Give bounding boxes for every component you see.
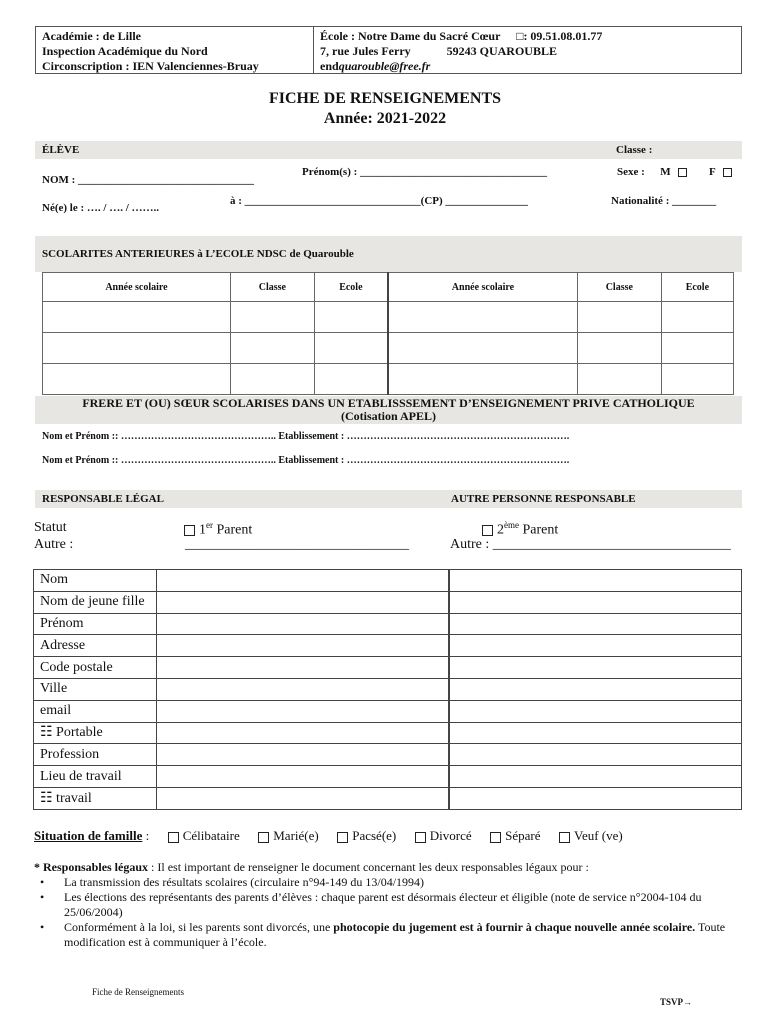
freres-heading-line2: (Cotisation APEL) bbox=[340, 409, 436, 423]
table-cell[interactable] bbox=[230, 302, 314, 333]
parent1-checkbox[interactable] bbox=[184, 525, 195, 536]
notes-lead bbox=[34, 860, 739, 875]
table-row bbox=[34, 744, 742, 766]
col-header: Classe bbox=[577, 273, 661, 302]
table-row bbox=[34, 722, 742, 744]
bullet3-pre: Conformément à la loi, si les parents sont divorcés, une bbox=[64, 920, 334, 934]
row-label: Ville bbox=[34, 678, 157, 700]
table-cell[interactable] bbox=[157, 766, 450, 788]
parent2-checkbox[interactable] bbox=[482, 525, 493, 536]
page-title: FICHE DE RENSEIGNEMENTS bbox=[268, 90, 502, 107]
parent2-sup: ème bbox=[504, 520, 519, 530]
parent1-sup: er bbox=[206, 520, 213, 530]
row-label: Prénom bbox=[34, 613, 157, 635]
option-label: Divorcé bbox=[429, 828, 472, 843]
frere-line-2[interactable]: Nom et Prénom :: ……………………………………….. Etablissement : …………………………………………………………. bbox=[42, 455, 570, 466]
parent1-num: 1 bbox=[199, 522, 206, 538]
email-prefix: end bbox=[320, 59, 339, 73]
table-cell[interactable] bbox=[449, 700, 742, 722]
table-cell[interactable] bbox=[449, 570, 742, 592]
table-cell[interactable] bbox=[661, 302, 733, 333]
table-cell[interactable] bbox=[43, 333, 231, 364]
table-cell[interactable] bbox=[314, 364, 388, 395]
autre-responsable-heading: AUTRE PERSONNE RESPONSABLE bbox=[451, 493, 636, 505]
circonscription: Circonscription : IEN Valenciennes-Bruay bbox=[42, 59, 259, 73]
table-cell[interactable] bbox=[157, 613, 450, 635]
parent2-option[interactable] bbox=[482, 520, 558, 539]
adresse: 7, rue Jules Ferry bbox=[320, 44, 411, 58]
option-label: Marié(e) bbox=[273, 828, 319, 843]
table-cell[interactable] bbox=[388, 364, 577, 395]
table-cell[interactable] bbox=[43, 302, 231, 333]
table-cell[interactable] bbox=[314, 333, 388, 364]
table-cell[interactable] bbox=[449, 744, 742, 766]
table-row bbox=[34, 678, 742, 700]
row-label: email bbox=[34, 700, 157, 722]
phone-icon: □ bbox=[516, 29, 524, 43]
col-header: Ecole bbox=[314, 273, 388, 302]
table-row bbox=[34, 591, 742, 613]
inspection: Inspection Académique du Nord bbox=[42, 44, 208, 58]
checkbox[interactable] bbox=[337, 832, 348, 843]
table-row bbox=[34, 787, 742, 809]
col-header: Ecole bbox=[661, 273, 733, 302]
table-cell[interactable] bbox=[230, 364, 314, 395]
notes-list bbox=[34, 875, 739, 950]
col-header: Classe bbox=[230, 273, 314, 302]
option-celibataire[interactable] bbox=[168, 828, 240, 843]
notes-block bbox=[34, 860, 739, 950]
email-line bbox=[320, 59, 735, 74]
table-cell[interactable] bbox=[157, 700, 450, 722]
header-right bbox=[314, 27, 741, 73]
table-row bbox=[43, 302, 734, 333]
table-cell[interactable] bbox=[388, 333, 577, 364]
option-label: Pacsé(e) bbox=[352, 828, 397, 843]
autre-line-right[interactable]: Autre : __________________________________ bbox=[450, 537, 731, 552]
table-cell[interactable] bbox=[661, 333, 733, 364]
nom-field[interactable]: NOM : ________________________________ bbox=[42, 174, 255, 186]
option-label: Veuf (ve) bbox=[574, 828, 623, 843]
option-separe[interactable] bbox=[490, 828, 540, 843]
table-row bbox=[34, 766, 742, 788]
situation-label: Situation de famille bbox=[34, 828, 143, 843]
situation-colon: : bbox=[142, 828, 150, 843]
table-cell[interactable] bbox=[157, 787, 450, 809]
row-label: Nom bbox=[34, 570, 157, 592]
prenoms-field[interactable]: Prénom(s) : __________________________________ bbox=[302, 166, 548, 178]
option-marie[interactable] bbox=[258, 828, 318, 843]
phone: : 09.51.08.01.77 bbox=[523, 29, 603, 43]
nationalite-field[interactable]: Nationalité : ________ bbox=[611, 195, 717, 207]
header-left bbox=[36, 27, 314, 73]
school-year: Année: 2021-2022 bbox=[323, 110, 447, 127]
table-cell[interactable] bbox=[43, 364, 231, 395]
sexe-f-label: F bbox=[708, 166, 716, 178]
table-cell[interactable] bbox=[449, 591, 742, 613]
sexe-label: Sexe : bbox=[617, 166, 645, 178]
table-cell[interactable] bbox=[449, 635, 742, 657]
table-header-row bbox=[43, 273, 734, 302]
table-cell[interactable] bbox=[449, 766, 742, 788]
header-box bbox=[35, 26, 742, 74]
ecole-line bbox=[320, 29, 735, 44]
adresse-line bbox=[320, 44, 735, 59]
ne-le-field[interactable]: Né(e) le : …. / …. / …….. bbox=[42, 202, 159, 214]
option-veuf[interactable] bbox=[559, 828, 623, 843]
academie: Académie : de Lille bbox=[42, 29, 141, 43]
parent2-text: Parent bbox=[519, 522, 559, 538]
eleve-heading: ÉLÈVE bbox=[42, 144, 80, 156]
table-cell[interactable] bbox=[157, 744, 450, 766]
table-row bbox=[34, 657, 742, 679]
table-cell[interactable] bbox=[157, 635, 450, 657]
row-label: Lieu de travail bbox=[34, 766, 157, 788]
option-divorce[interactable] bbox=[415, 828, 472, 843]
table-row bbox=[34, 570, 742, 592]
statut-label: Statut bbox=[34, 520, 67, 535]
frere-line-1[interactable]: Nom et Prénom :: ……………………………………….. Etablissement : …………………………………………………………. bbox=[42, 431, 570, 442]
table-cell[interactable] bbox=[157, 678, 450, 700]
responsable-table bbox=[33, 569, 742, 810]
table-cell[interactable] bbox=[157, 591, 450, 613]
checkbox[interactable] bbox=[258, 832, 269, 843]
table-cell[interactable] bbox=[449, 722, 742, 744]
sexe-field bbox=[617, 166, 736, 178]
lieu-naissance-field[interactable]: à : ________________________________(CP) _______________ bbox=[230, 195, 528, 207]
table-cell[interactable] bbox=[577, 333, 661, 364]
autre-line-left[interactable]: ________________________________ bbox=[185, 537, 409, 552]
row-label: Nom de jeune fille bbox=[34, 591, 157, 613]
col-header: Année scolaire bbox=[388, 273, 577, 302]
freres-heading bbox=[35, 397, 742, 423]
sexe-m-label: M bbox=[660, 166, 671, 178]
table-cell[interactable] bbox=[449, 787, 742, 809]
bullet3-bold: photocopie du jugement est à fournir à chaque nouvelle année scolaire. bbox=[333, 920, 696, 934]
col-header: Année scolaire bbox=[43, 273, 231, 302]
option-pacse[interactable] bbox=[337, 828, 396, 843]
table-cell[interactable] bbox=[449, 657, 742, 679]
table-row bbox=[43, 364, 734, 395]
checkbox[interactable] bbox=[168, 832, 179, 843]
parent1-option[interactable] bbox=[184, 520, 252, 539]
autre-label-left: Autre : bbox=[34, 537, 74, 552]
cp-ville: 59243 QUAROUBLE bbox=[446, 44, 557, 58]
parent1-text: Parent bbox=[213, 522, 253, 538]
ecole: École : Notre Dame du Sacré Cœur bbox=[320, 29, 501, 43]
footer-left: Fiche de Renseignements bbox=[92, 987, 184, 997]
scolarites-table bbox=[42, 272, 734, 395]
list-item: • La transmission des résultats scolaires (circulaire n°94-149 du 13/04/1994) bbox=[34, 875, 739, 890]
bullet3-post: Toute modification est à communiquer à l’école. bbox=[64, 920, 726, 949]
email: quarouble@free.fr bbox=[338, 59, 431, 73]
table-cell[interactable] bbox=[449, 678, 742, 700]
list-item: • Les élections des représentants des parents d’élèves : chaque parent est désormais électeur et éligible (note de service n°2004-104 du 25/06/2004) bbox=[34, 890, 739, 920]
parent2-num: 2 bbox=[497, 522, 504, 538]
option-label: Célibataire bbox=[182, 828, 240, 843]
table-cell[interactable] bbox=[449, 613, 742, 635]
row-label: ☷ travail bbox=[34, 787, 157, 809]
situation-famille bbox=[34, 828, 623, 844]
table-row bbox=[34, 613, 742, 635]
table-cell[interactable] bbox=[388, 302, 577, 333]
table-cell[interactable] bbox=[577, 364, 661, 395]
table-row bbox=[43, 333, 734, 364]
table-cell[interactable] bbox=[230, 333, 314, 364]
table-row bbox=[34, 635, 742, 657]
row-label: Profession bbox=[34, 744, 157, 766]
sexe-f-checkbox[interactable] bbox=[723, 168, 732, 177]
table-cell[interactable] bbox=[157, 722, 450, 744]
classe-label: Classe : bbox=[616, 144, 653, 156]
table-cell[interactable] bbox=[661, 364, 733, 395]
checkbox[interactable] bbox=[559, 832, 570, 843]
table-row bbox=[34, 700, 742, 722]
row-label: ☷ Portable bbox=[34, 722, 157, 744]
list-item bbox=[34, 920, 739, 950]
footer-tsvp: TSVP→ bbox=[660, 997, 693, 1007]
table-cell[interactable] bbox=[157, 657, 450, 679]
freres-heading-line1: FRERE ET (OU) SŒUR SCOLARISES DANS UN ETABLISSSEMENT D’ENSEIGNEMENT PRIVE CATHOLIQUE bbox=[82, 396, 695, 410]
table-cell[interactable] bbox=[314, 302, 388, 333]
checkbox[interactable] bbox=[415, 832, 426, 843]
table-cell[interactable] bbox=[577, 302, 661, 333]
option-label: Séparé bbox=[505, 828, 541, 843]
row-label: Adresse bbox=[34, 635, 157, 657]
checkbox[interactable] bbox=[490, 832, 501, 843]
row-label: Code postale bbox=[34, 657, 157, 679]
notes-lead-text: : Il est important de renseigner le document concernant les deux responsables légaux pour : bbox=[148, 860, 589, 874]
responsable-heading: RESPONSABLE LÉGAL bbox=[42, 493, 164, 505]
notes-lead-bold: * Responsables légaux bbox=[34, 860, 149, 874]
sexe-m-checkbox[interactable] bbox=[678, 168, 687, 177]
table-cell[interactable] bbox=[157, 570, 450, 592]
scolarites-heading: SCOLARITES ANTERIEURES à L’ECOLE NDSC de Quarouble bbox=[42, 248, 354, 260]
